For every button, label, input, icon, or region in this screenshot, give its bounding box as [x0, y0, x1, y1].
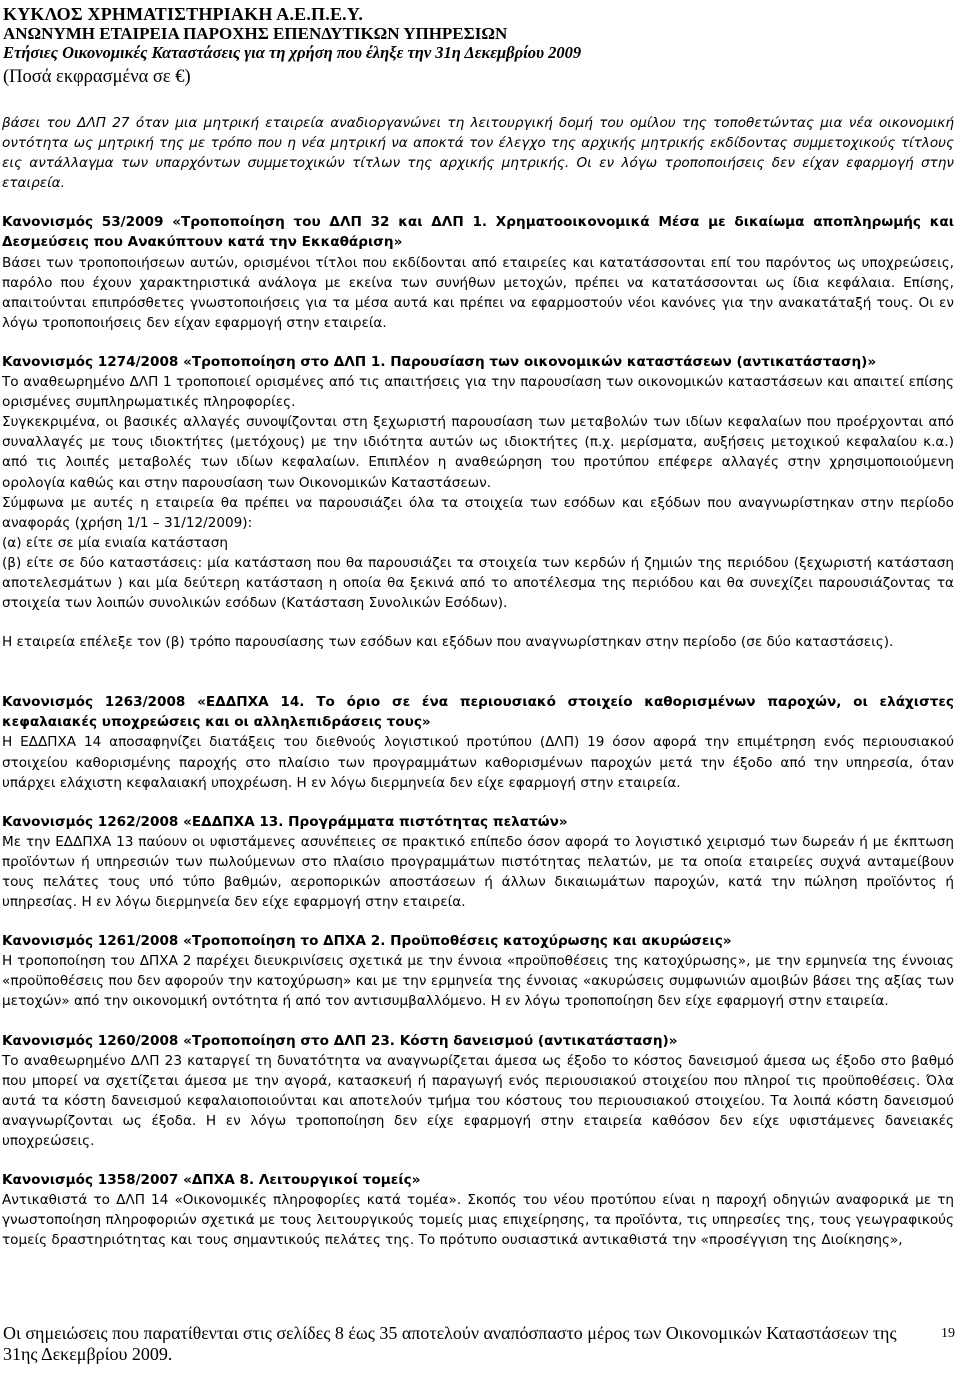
section-paragraph: Αντικαθιστά το ΔΛΠ 14 «Οικονομικές πληροφορίες κατά τομέα». Σκοπός του νέου προτύπου είναι η παροχή οδηγιών αναφορικά με τη γνωστοποίηση πληροφοριών σχετικά με τους λειτουργικούς τομείς μιας επιχείρησης, τα προϊόντα, τις υπηρεσίες της, τους γεωγραφικούς τομείς δραστηριότητας και τους σημαντικούς πελάτες της. Το πρότυπο ουσιαστικά αντικαθιστά την «προσέγγιση της Διοίκησης»,: [2, 1192, 954, 1249]
section-paragraph: Συγκεκριμένα, οι βασικές αλλαγές συνοψίζονται στη ξεχωριστή παρουσίαση των μεταβολών των ιδίων κεφαλαίων που προέρχονται από συναλλαγές με τους ιδιοκτήτες (μετόχους) με την ιδιότητα αυτών ως ιδιοκτήτες (π.χ. μερίσματα, αυξήσεις μετοχικού κεφαλαίου κ.α.) από τις λοιπές μεταβολές των ιδίων κεφαλαίων. Επιπλέον η αναθεώρηση του προτύπου επέφερε αλλαγές στην χρησιμοποιούμενη ορολογία καθώς και στην παρουσίαση των Οικονομικών Καταστάσεων.: [2, 414, 954, 491]
section-title: Κανονισμός 1358/2007 «ΔΠΧΑ 8. Λειτουργικοί τομείς»: [2, 1172, 421, 1189]
footer-note: Οι σημειώσεις που παρατίθενται στις σελίδες 8 έως 35 αποτελούν αναπόσπαστο μέρος των Οικονομικών Καταστάσεων της 31ης Δεκεμβρίου 2009.: [3, 1323, 897, 1364]
page-header: [3, 4, 953, 88]
section-title: Κανονισμός 1262/2008 «ΕΔΔΠΧΑ 13. Προγράμματα πιστότητας πελατών»: [2, 813, 568, 830]
section-title: Κανονισμός 1263/2008 «ΕΔΔΠΧΑ 14. Το όριο σε ένα περιουσιακό στοιχείο καθορισμένων παροχών, οι ελάχιστες κεφαλαιακές υποχρεώσεις και οι αλληλεπιδράσεις τους»: [2, 694, 954, 731]
company-name: ΚΥΚΛΟΣ ΧΡΗΜΑΤΙΣΤΗΡΙΑΚΗ Α.Ε.Π.Ε.Υ.: [3, 4, 364, 24]
section-paragraph: (β) είτε σε δύο καταστάσεις: μία κατάσταση που θα παρουσιάζει τα στοιχεία των κερδών ή ζημιών της περιόδου (ξεχωριστή κατάσταση αποτελεσμάτων ) και μία δεύτερη κατάσταση η οποία θα ξεκινά από το αποτέλεσμα της περιόδου και θα συνεχίζει παρουσιάζοντας τα στοιχεία των λοιπών συνολικών εσόδων (Κατάσταση Συνολικών Εσόδων).: [2, 554, 954, 612]
intro-paragraph: βάσει του ΔΛΠ 27 όταν μια μητρική εταιρεία αναδιοργανώνει τη λειτουργική δομή του ομίλου της τοποθετώντας μια νέα οικονομική οντότητα ως μητρική της με τρόπο που η νέα μητρική να αποκτά τον έλεγχο της αρχικής μητρικής εκδίδοντας συμμετοχικούς τίτλους εις αντάλλαγμα των υπαρχόντων συμμετοχικών τίτλων της αρχικής μητρικής. Οι εν λόγω τροποποιήσεις δεν είχαν εφαρμογή στην εταιρεία.: [2, 115, 954, 192]
currency-note: (Ποσά εκφρασμένα σε €): [3, 67, 191, 87]
report-title: Ετήσιες Οικονομικές Καταστάσεις για τη χρήση που έληξε την 31η Δεκεμβρίου 2009: [3, 43, 582, 62]
section-reg-1274-2008: [2, 352, 954, 652]
page-number: 19: [941, 1326, 955, 1341]
section-paragraph: Το αναθεωρημένο ΔΛΠ 1 τροποποιεί ορισμένες από τις απαιτήσεις για την παρουσίαση των οικονομικών καταστάσεων και απαιτεί επίσης ορισμένες συμπληρωματικές πληροφορίες.: [2, 374, 954, 411]
section-paragraph: Το αναθεωρημένο ΔΛΠ 23 καταργεί τη δυνατότητα να αναγνωρίζεται άμεσα ως έξοδο το κόστος δανεισμού άμεσα ως έξοδο στο βαθμό που μπορεί να σχετίζεται άμεσα με την αγορά, κατασκευή ή παραγωγή ενός περιουσιακού στοιχείου που πληροί τις προϋποθέσεις. Όλα αυτά τα κόστη δανεισμού κεφαλαιοποιούνται και αποτελούν τμήμα του κόστους του περιουσιακού στοιχείου. Τα λοιπά κόστη δανεισμού αναγνωρίζονται ως έξοδα. Η εν λόγω τροποποίηση δεν είχε εφαρμογή στην εταιρεία καθόσον δεν είχε υφιστάμενες δανειακές υποχρεώσεις.: [2, 1052, 954, 1150]
section-reg-1260-2008: [2, 1031, 954, 1152]
section-reg-1262-2008: [2, 812, 954, 912]
section-paragraph: (α) είτε σε μία ενιαία κατάσταση: [2, 534, 228, 551]
section-paragraph: Η ΕΔΔΠΧΑ 14 αποσαφηνίζει διατάξεις του διεθνούς λογιστικού προτύπου (ΔΛΠ) 19 όσον αφορά την επιμέτρηση ενός περιουσιακού στοιχείου καθορισμένης παροχής στο πλαίσιο των προγραμμάτων καθορισμένων παροχών μετά την έξοδο από την υπηρεσία, όταν υπάρχει ελάχιστη κεφαλαιακή υποχρέωση. Η εν λόγω διερμηνεία δεν είχε εφαρμογή στην εταιρεία.: [2, 734, 954, 791]
section-title: Κανονισμός 53/2009 «Τροποποίηση του ΔΛΠ 32 και ΔΛΠ 1. Χρηματοοικονομικά Μέσα με δικαίωμα αποπληρωμής και Δεσμεύσεις που Ανακύπτουν κατά την Εκκαθάριση»: [2, 214, 954, 251]
section-paragraph: Η τροποποίηση του ΔΠΧΑ 2 παρέχει διευκρινίσεις σχετικά με την έννοια «προϋποθέσεις της κατοχύρωσης», με την ερμηνεία της έννοιας «προϋποθέσεις που δεν αφορούν την κατοχύρωση» και με την ερμηνεία της έννοιας «ακυρώσεις συμφωνιών αμοιβών βάσει της αξίας των μετοχών» από την οικονομική οντότητα ή από τον αντισυμβαλλόμενο. Η εν λόγω τροποποίηση δεν είχε εφαρμογή στην εταιρεία.: [2, 953, 954, 1010]
document-body: [2, 113, 954, 1251]
section-reg-53-2009: [2, 212, 954, 333]
section-reg-1358-2007: [2, 1170, 954, 1250]
page-footer: [3, 1323, 955, 1365]
section-paragraph: Βάσει των τροποποιήσεων αυτών, ορισμένοι τίτλοι που εκδίδονται από εταιρείες και κατατάσσονται επί του παρόντος ως υποχρεώσεις, παρόλο που έχουν χαρακτηριστικά ανάλογα με εκείνα των συνήθων μετοχών, πρέπει να κατατάσσονται ως ίδια κεφάλαια. Επίσης, απαιτούνται επιπρόσθετες γνωστοποιήσεις για τα μέσα αυτά και πρέπει να εφαρμοστούν νέοι κανόνες για την ανακατάταξή τους. Οι εν λόγω τροποποιήσεις δεν είχαν εφαρμογή στην εταιρεία.: [2, 254, 954, 331]
section-reg-1263-2008: [2, 692, 954, 792]
section-paragraph: Με την ΕΔΔΠΧΑ 13 παύουν οι υφιστάμενες ασυνέπειες σε πρακτικό επίπεδο όσον αφορά το λογιστικό χειρισμό των δωρεάν ή με έκπτωση προϊόντων ή υπηρεσιών των πωλούμενων στο πλαίσιο προγραμμάτων πιστότητας πελατών, με τα οποία εταιρείες συχνά ανταμείβουν τους πελάτες τους υπό τύπο βαθμών, αεροπορικών αποστάσεων ή άλλων δικαιωμάτων παροχών, κατά την πώληση προϊόντος ή υπηρεσίας. Η εν λόγω διερμηνεία δεν είχε εφαρμογή στην εταιρεία.: [2, 833, 954, 911]
section-reg-1261-2008: [2, 931, 954, 1011]
section-paragraph: Η εταιρεία επέλεξε τον (β) τρόπο παρουσίασης των εσόδων και εξόδων που αναγνωρίστηκαν στην περίοδο (σε δύο καταστάσεις).: [2, 634, 894, 651]
section-paragraph: Σύμφωνα με αυτές η εταιρεία θα πρέπει να παρουσιάζει όλα τα στοιχεία των εσόδων και εξόδων που αναγνωρίστηκαν στην περίοδο αναφοράς (χρήση 1/1 – 31/12/2009):: [2, 494, 954, 531]
section-title: Κανονισμός 1260/2008 «Τροποποίηση στο ΔΛΠ 23. Κόστη δανεισμού (αντικατάσταση)»: [2, 1032, 678, 1049]
section-title: Κανονισμός 1274/2008 «Τροποποίηση στο ΔΛΠ 1. Παρουσίαση των οικονομικών καταστάσεων (αντικατάσταση)»: [2, 353, 877, 370]
company-full-name: ΑΝΩΝΥΜΗ ΕΤΑΙΡΕΙΑ ΠΑΡΟΧΗΣ ΕΠΕΝΔΥΤΙΚΩΝ ΥΠΗΡΕΣΙΩΝ: [3, 24, 508, 43]
section-title: Κανονισμός 1261/2008 «Τροποποίηση το ΔΠΧΑ 2. Προϋποθέσεις κατοχύρωσης και ακυρώσεις»: [2, 933, 732, 950]
